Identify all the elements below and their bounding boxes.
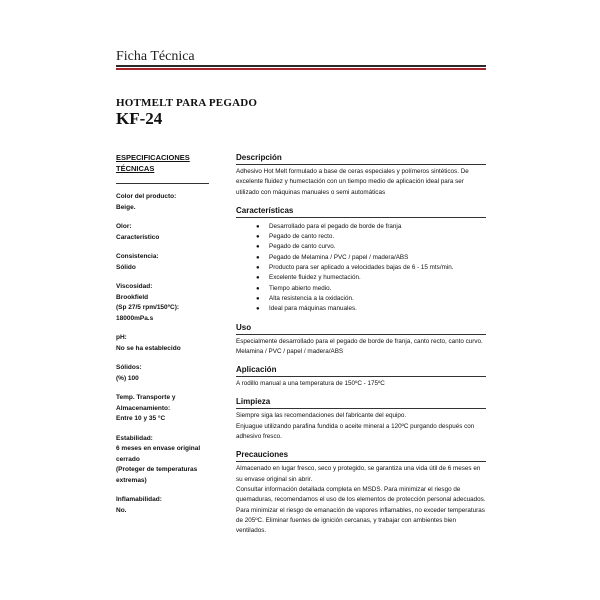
spec-temperatura bbox=[116, 393, 211, 425]
spec-label: Sólidos: bbox=[116, 364, 142, 371]
spec-label: Viscosidad: bbox=[116, 283, 153, 290]
spec-label: Olor: bbox=[116, 223, 132, 230]
page-title: Ficha Técnica bbox=[116, 49, 195, 64]
spec-label: Estabilidad: bbox=[116, 434, 153, 442]
specs-rule bbox=[116, 183, 209, 184]
section-text: A rodillo manual a una temperatura de 150ºC - 175ºC bbox=[236, 380, 385, 388]
list-item bbox=[236, 304, 486, 314]
title-rule-dark bbox=[116, 65, 486, 67]
list-item-text: Desarrollado para el pegado de borde de franja bbox=[269, 222, 402, 230]
content-column bbox=[236, 152, 486, 543]
spec-value: No se ha establecido bbox=[116, 344, 181, 352]
bullet-icon: ● bbox=[256, 223, 260, 230]
bullet-icon: ● bbox=[256, 295, 260, 302]
spec-value: No. bbox=[116, 506, 127, 514]
specs-column bbox=[116, 152, 211, 525]
bullet-icon: ● bbox=[256, 285, 260, 292]
section-text: Especialmente desarrollado para el pegado de borde de franja, canto recto, canto curvo. Melamina / PVC / papel / madera/ABS bbox=[236, 337, 483, 355]
spec-label: Consistencia: bbox=[116, 253, 159, 260]
spec-consistencia bbox=[116, 252, 211, 273]
bullet-icon: ● bbox=[256, 265, 260, 272]
spec-inflamabilidad bbox=[116, 495, 211, 516]
section-title: Precauciones bbox=[236, 450, 289, 460]
list-item bbox=[236, 294, 486, 304]
section-rule bbox=[236, 334, 486, 335]
section-text: Siempre siga las recomendaciones del fabricante del equipo. Enjuague utilizando parafina fundida o aceite mineral a 120ºC purgando después con adhesivo fresco. bbox=[236, 412, 475, 441]
list-item-text: Pegado de canto curvo. bbox=[269, 243, 336, 251]
list-item-text: Pegado de canto recto. bbox=[269, 233, 335, 241]
section-rule bbox=[236, 461, 486, 462]
section-text: Almacenado en lugar fresco, seco y protegido, se garantiza una vida útil de 6 meses en su envase original sin abrir. Consultar información detallada completa en MSDS. Para minimizar el riesgo de quemaduras, recomendamos el uso de los elementos de protección personal adecuados. Para minimizar el riesgo de emanación de vapores inflamables, no exceder temperaturas de 205ºC. Eliminar fuentes de ignición cercanas, y trabajar con ambientes bien ventilados. bbox=[236, 465, 486, 535]
section-limpieza bbox=[236, 396, 486, 442]
list-item bbox=[236, 284, 486, 294]
bullet-icon: ● bbox=[256, 234, 260, 241]
spec-value: Brookfield (Sp 27/5 rpm/150ºC): 18000mPa.s bbox=[116, 293, 180, 322]
bullet-icon: ● bbox=[256, 254, 260, 261]
section-rule bbox=[236, 164, 486, 165]
section-title: Características bbox=[236, 205, 294, 215]
spec-olor bbox=[116, 222, 211, 243]
spec-value: Sólido bbox=[116, 263, 136, 271]
bullet-icon: ● bbox=[256, 275, 260, 282]
spec-value: 6 meses en envase original cerrado (Proteger de temperaturas extremas) bbox=[116, 445, 201, 484]
spec-viscosidad bbox=[116, 282, 211, 324]
list-item-text: Ideal para máquinas manuales. bbox=[269, 305, 357, 313]
section-uso bbox=[236, 322, 486, 358]
bullet-icon: ● bbox=[256, 306, 260, 313]
section-aplicacion bbox=[236, 364, 486, 389]
product-subtitle: HOTMELT PARA PEGADO bbox=[116, 97, 258, 109]
product-code: KF-24 bbox=[116, 109, 163, 128]
spec-label: Temp. Transporte y Almacenamiento: bbox=[116, 394, 176, 412]
list-item bbox=[236, 273, 486, 283]
spec-value: Beige. bbox=[116, 203, 136, 211]
list-item bbox=[236, 222, 486, 232]
list-item-text: Pegado de Melamina / PVC / papel / madera/ABS bbox=[269, 253, 409, 261]
section-text: Adhesivo Hot Melt formulado a base de ceras especiales y polímeros sintéticos. De excelente fluidez y humectación con un tiempo medio de aplicación ideal para ser utilizado con máquinas manuales o semi automáticas bbox=[236, 168, 469, 196]
list-item-text: Excelente fluidez y humectación. bbox=[269, 274, 361, 282]
list-item-text: Alta resistencia a la oxidación. bbox=[269, 294, 354, 302]
section-title: Descripción bbox=[236, 153, 282, 162]
bullet-list bbox=[236, 222, 486, 315]
section-rule bbox=[236, 408, 486, 409]
spec-label: pH: bbox=[116, 334, 127, 341]
spec-value: Característico bbox=[116, 233, 160, 241]
section-title: Uso bbox=[236, 322, 252, 332]
spec-color bbox=[116, 192, 211, 213]
list-item-text: Tiempo abierto medio. bbox=[269, 284, 332, 292]
list-item bbox=[236, 253, 486, 263]
spec-value: Entre 10 y 35 °C bbox=[116, 415, 166, 422]
list-item bbox=[236, 242, 486, 252]
list-item bbox=[236, 263, 486, 273]
section-descripcion bbox=[236, 152, 486, 198]
spec-value: (%) 100 bbox=[116, 374, 139, 382]
spec-label: Inflamabilidad: bbox=[116, 496, 162, 503]
section-caracteristicas bbox=[236, 205, 486, 315]
spec-solidos bbox=[116, 363, 211, 384]
section-rule bbox=[236, 376, 486, 377]
section-title: Aplicación bbox=[236, 365, 277, 375]
spec-label: Color del producto: bbox=[116, 193, 177, 200]
section-title: Limpieza bbox=[236, 397, 271, 407]
list-item bbox=[236, 232, 486, 242]
spec-estabilidad bbox=[116, 434, 211, 487]
list-item-text: Producto para ser aplicado a velocidades bajas de 6 - 15 mts/min. bbox=[269, 264, 454, 272]
spec-ph bbox=[116, 333, 211, 354]
specs-heading: ESPECIFICACIONES TÉCNICAS bbox=[116, 153, 190, 173]
section-rule bbox=[236, 217, 486, 218]
section-precauciones bbox=[236, 449, 486, 536]
bullet-icon: ● bbox=[256, 244, 260, 251]
title-rule-red bbox=[116, 68, 486, 70]
